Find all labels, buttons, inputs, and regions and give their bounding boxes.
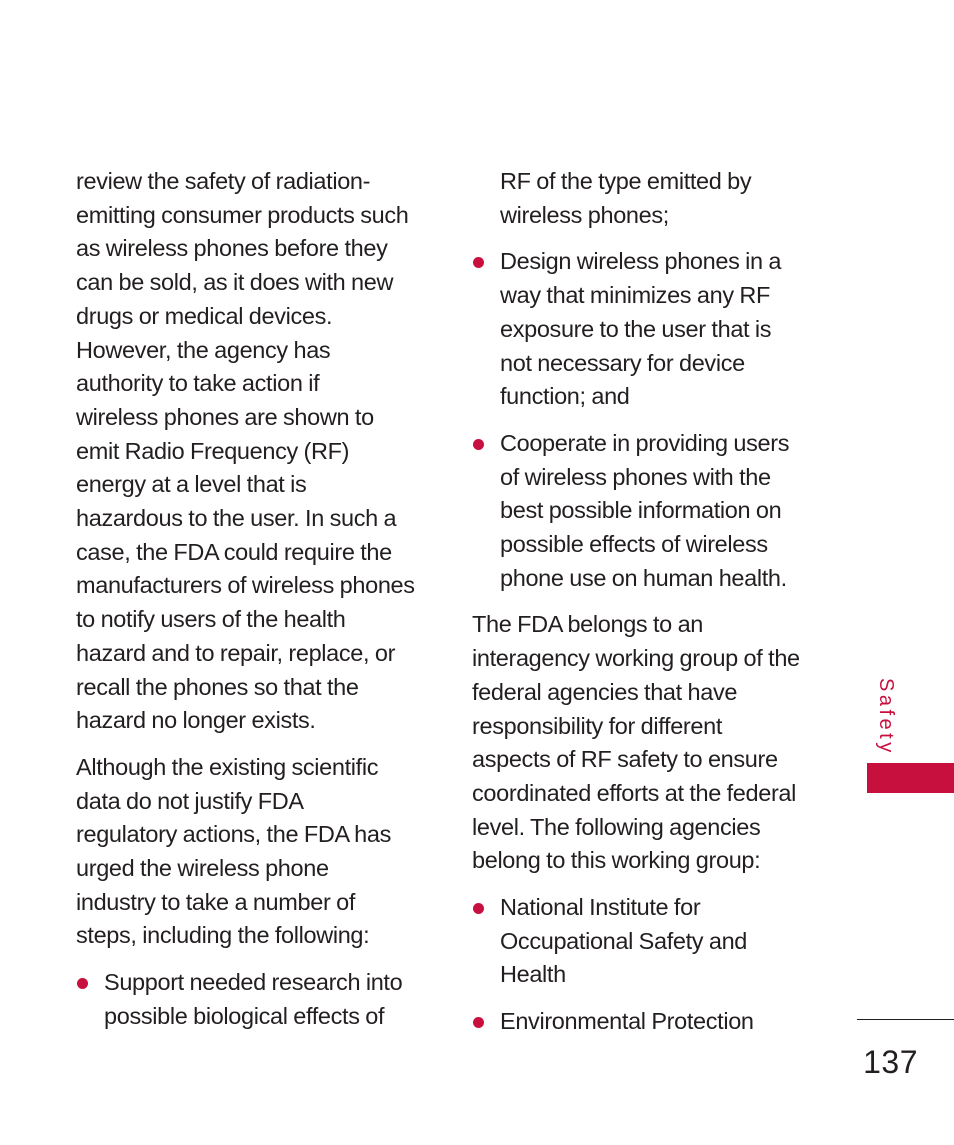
text-line: federal agencies that have xyxy=(472,678,738,705)
section-tab xyxy=(867,763,954,793)
text-line: regulatory actions, the FDA has xyxy=(76,821,392,848)
text-line: hazard no longer exists. xyxy=(76,707,316,734)
bullet-list xyxy=(472,245,828,595)
text-line: best possible information on xyxy=(500,497,782,524)
text-line: possible effects of wireless xyxy=(500,531,768,558)
text-line: hazard and to repair, replace, or xyxy=(76,639,396,666)
text-line: phone use on human health. xyxy=(500,564,787,591)
text-line: National Institute for xyxy=(500,894,701,921)
text-line: manufacturers of wireless phones xyxy=(76,572,415,599)
page-number: 137 xyxy=(863,1044,918,1080)
text-line: to notify users of the health xyxy=(76,606,346,633)
left-column xyxy=(76,165,432,1047)
text-line: authority to take action if xyxy=(76,370,320,397)
text-line: possible biological effects of xyxy=(104,1002,385,1029)
text-line: Cooperate in providing users xyxy=(500,429,790,456)
text-line: steps, including the following: xyxy=(76,922,370,949)
text-line: Occupational Safety and xyxy=(500,927,748,954)
bullet-dot-icon xyxy=(77,978,88,989)
bullet-item xyxy=(472,1005,828,1039)
text-line: emit Radio Frequency (RF) xyxy=(76,437,350,464)
text-line: coordinated efforts at the federal xyxy=(472,779,797,806)
bullet-item xyxy=(472,245,828,414)
text-line: However, the agency has xyxy=(76,336,331,363)
text-line: aspects of RF safety to ensure xyxy=(472,746,778,773)
text-line: way that minimizes any RF xyxy=(500,282,771,309)
text-line: Design wireless phones in a xyxy=(500,248,782,275)
body-paragraph xyxy=(76,751,432,953)
text-line: of wireless phones with the xyxy=(500,463,771,490)
text-line: emitting consumer products such xyxy=(76,201,409,228)
bullet-continuation xyxy=(472,165,828,232)
text-line: industry to take a number of xyxy=(76,888,355,915)
bullet-dot-icon xyxy=(473,1017,484,1028)
page-number-rule xyxy=(857,1019,954,1020)
section-label: Safety xyxy=(875,678,897,756)
text-line: recall the phones so that the xyxy=(76,673,359,700)
bullet-dot-icon xyxy=(473,439,484,450)
text-line: hazardous to the user. In such a xyxy=(76,505,397,532)
bullet-item xyxy=(472,427,828,596)
text-line: wireless phones are shown to xyxy=(76,403,374,430)
text-line: urged the wireless phone xyxy=(76,855,329,882)
text-line: as wireless phones before they xyxy=(76,235,388,262)
text-line: responsibility for different xyxy=(472,712,723,739)
text-line: level. The following agencies xyxy=(472,813,761,840)
bullet-dot-icon xyxy=(473,903,484,914)
text-line: data do not justify FDA xyxy=(76,787,304,814)
text-line: The FDA belongs to an xyxy=(472,611,704,638)
text-line: Support needed research into xyxy=(104,969,403,996)
text-line: not necessary for device xyxy=(500,349,745,376)
text-line: belong to this working group: xyxy=(472,847,761,874)
bullet-dot-icon xyxy=(473,257,484,268)
text-line: review the safety of radiation- xyxy=(76,168,371,194)
bullet-list xyxy=(76,966,432,1033)
text-line: interagency working group of the xyxy=(472,645,800,672)
text-line: RF of the type emitted by xyxy=(500,168,752,194)
text-line: wireless phones; xyxy=(500,201,669,228)
text-line: exposure to the user that is xyxy=(500,315,772,342)
text-line: Health xyxy=(500,961,566,988)
bullet-item xyxy=(472,891,828,992)
bullet-item xyxy=(76,966,432,1033)
text-line: energy at a level that is xyxy=(76,471,307,498)
text-line: can be sold, as it does with new xyxy=(76,269,394,296)
body-paragraph xyxy=(472,608,828,878)
body-paragraph xyxy=(76,165,432,738)
text-line: Environmental Protection xyxy=(500,1008,754,1035)
agency-list xyxy=(472,891,828,1039)
text-line: Although the existing scientific xyxy=(76,753,379,780)
right-column xyxy=(472,165,828,1052)
text-line: function; and xyxy=(500,383,630,410)
text-line: case, the FDA could require the xyxy=(76,538,392,565)
text-line: drugs or medical devices. xyxy=(76,302,333,329)
